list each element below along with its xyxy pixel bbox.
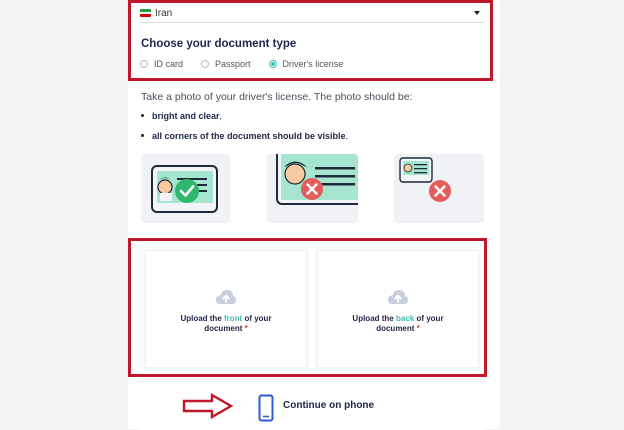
country-select-value: Iran bbox=[155, 7, 173, 19]
upload-front-label: Upload the front of your document * bbox=[180, 314, 272, 333]
continue-on-phone-label[interactable]: Continue on phone bbox=[283, 400, 375, 411]
radio-label: Driver's license bbox=[282, 59, 344, 69]
license-cropped-illustration bbox=[267, 154, 358, 223]
example-cropped-photo bbox=[267, 154, 358, 223]
check-icon bbox=[175, 179, 199, 203]
license-too-small-illustration bbox=[394, 154, 484, 223]
error-icon bbox=[301, 178, 323, 200]
phone-icon bbox=[258, 394, 274, 422]
upload-back-label: Upload the back of your document * bbox=[352, 314, 444, 333]
example-good-photo bbox=[141, 154, 230, 223]
list-item: bright and clear , bbox=[141, 108, 348, 123]
radio-label: Passport bbox=[215, 59, 251, 69]
list-item: all corners of the document should be visible . bbox=[141, 128, 348, 143]
error-icon bbox=[429, 180, 451, 202]
instructions-text: Take a photo of your driver's license. The photo should be: bbox=[141, 91, 413, 103]
radio-label: ID card bbox=[154, 59, 184, 69]
example-small-photo bbox=[394, 154, 484, 223]
document-type-title: Choose your document type bbox=[141, 38, 297, 50]
highlight-box-upload bbox=[128, 238, 487, 377]
highlight-box-document-type bbox=[128, 0, 493, 81]
arrow-right-icon bbox=[182, 393, 234, 419]
license-correct-illustration bbox=[141, 154, 230, 223]
instructions-list bbox=[141, 108, 348, 148]
